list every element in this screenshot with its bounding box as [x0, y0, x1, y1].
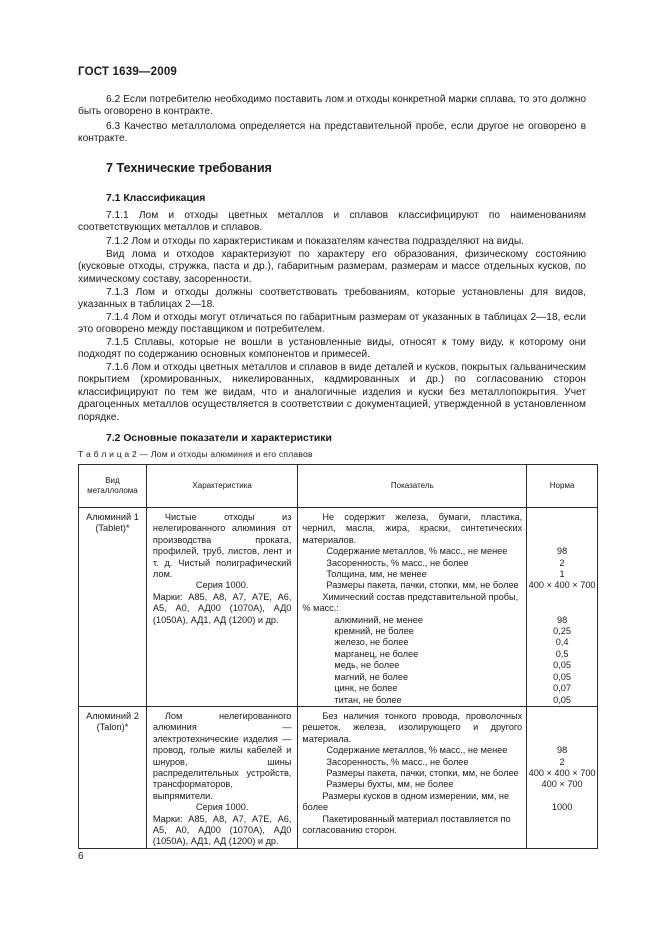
cell-kind	[79, 707, 147, 849]
indicator-label: Засоренность, % масс., не более	[326, 557, 469, 568]
norm-value: 0,4	[555, 637, 569, 648]
norm-value: 400 × 700	[541, 779, 583, 790]
norm-value: 400 × 400 × 700	[528, 768, 596, 779]
paragraph-6-3: 6.3 Качество металлолома определяется на представительной пробе, если другое не оговорено в контракте.	[78, 121, 586, 145]
indicator-label: Размеры кусков в одном измерении, мм, не более	[302, 790, 510, 813]
paragraph-7-1-1: 7.1.1 Лом и отходы цветных металлов и сплавов классифицируют по наименованиям соответствующих металлов и сплавов.	[78, 210, 586, 234]
paragraph-6-2: 6.2 Если потребителю необходимо поставить лом и отходы конкретной марки сплава, то это должно быть оговорено в контракте.	[78, 94, 586, 118]
indicator-label: Содержание металлов, % масс., не менее	[326, 745, 508, 756]
cell-kind	[79, 508, 147, 707]
table-2	[78, 464, 598, 849]
paragraph-7-1-5: 7.1.5 Сплавы, которые не вошли в установленные виды, относят к тому виду, к которому они подходят по содержанию основных компонентов и примесей.	[78, 337, 586, 361]
paragraph-kind-description: Вид лома и отходов характеризуют по характеру его образования, физическому состоянию (кусковые отходы, стружка, паста и др.), габаритным размерам, размерам и массе отдельных кусков, по химическому составу, засоренности.	[78, 249, 586, 285]
chem-label: магний, не более	[334, 671, 409, 682]
table-caption: Т а б л и ц а 2 — Лом и отходы алюминия и его сплавов	[78, 449, 313, 459]
indicator-label: Содержание металлов, % масс., не менее	[326, 546, 508, 557]
indicator-label: Размеры пакета, пачки, стопки, мм, не более	[326, 580, 519, 591]
header-norm: Норма	[527, 465, 598, 508]
subsection-7-2-title: 7.2 Основные показатели и характеристики	[106, 433, 332, 444]
indicator-label: Химический состав представительной пробы, % масс.:	[302, 591, 519, 614]
norm-value: 0,05	[553, 671, 572, 682]
indicator-label: Засоренность, % масс., не более	[326, 756, 469, 767]
cell-norms	[527, 707, 598, 849]
indicator-label: Толщина, мм, не менее	[326, 569, 427, 580]
metal-kind: Алюминий 2 (Talon)*	[86, 711, 139, 733]
chem-label: цинк, не более	[334, 683, 398, 694]
norm-value: 0,05	[553, 694, 572, 705]
chem-label: алюминий, не менее	[334, 614, 424, 625]
norm-value: 98	[556, 546, 568, 557]
norm-value: 1	[559, 569, 565, 580]
table-header-row	[79, 465, 598, 508]
table-row	[79, 508, 598, 707]
norm-value: 0,25	[553, 626, 572, 637]
header-kind: Вид металлолома	[79, 465, 147, 508]
indicator-label: Размеры бухты, мм, не более	[326, 779, 454, 790]
section-7-title: 7 Технические требования	[106, 161, 272, 175]
chem-label: марганец, не более	[334, 648, 419, 659]
norm-value: 1000	[551, 802, 573, 813]
characteristic-text: Чистые отходы из нелегированного алюминия от производства проката, профилей, труб, листов, лент и т. д. Чистый полиграфический лом.	[152, 512, 292, 580]
norm-value: 2	[559, 557, 565, 568]
page-number: 6	[78, 851, 84, 862]
paragraph-7-1-3: 7.1.3 Лом и отходы должны соответствовать требованиям, которые установлены для видов, указанных в таблицах 2—18.	[78, 287, 586, 311]
norm-value: 0,07	[553, 683, 572, 694]
chem-label: медь, не более	[334, 660, 400, 671]
norm-value: 2	[559, 756, 565, 767]
metal-kind: Алюминий 1 (Tablet)*	[86, 512, 139, 534]
chem-label: железо, не более	[334, 637, 409, 648]
paragraph-7-1-6: 7.1.6 Лом и отходы цветных металлов и сплавов в виде деталей и кусков, покрытых гальваническим покрытием (хромированных, никелированных, кадмированных и др.) по согласованию сторон классифицируют по тем же видам, что и аналогичные изделия и куски без металлопокрытия. Учет драгоценных металлов осуществляется в соответствии с документацией, утвержденной в установленном порядке.	[78, 362, 586, 423]
grades-text: Марки: А85, А8, А7, А7Е, А6, А5, А0, АД00 (1070А), АД0 (1050А), АД1, АД (1200) и др.	[152, 813, 292, 847]
grades-text: Марки: А85, А8, А7, А7Е, А6, А5, А0, АД00 (1070А), АД0 (1050А), АД1, АД (1200) и др.	[152, 591, 292, 625]
norm-value: 98	[556, 614, 568, 625]
header-indicator: Показатель	[298, 465, 527, 508]
cell-indicators	[298, 508, 527, 707]
chem-label: титан, не более	[334, 694, 402, 705]
paragraph-7-1-2: 7.1.2 Лом и отходы по характеристикам и показателям качества подразделяют на виды.	[106, 236, 524, 247]
norm-value: 0,05	[553, 660, 572, 671]
indicator-intro: Без наличия тонкого провода, проволочных решеток, железа, изолирующего и другого материала.	[302, 711, 523, 744]
subsection-7-1-title: 7.1 Классификация	[106, 193, 206, 204]
norm-value: 98	[556, 745, 568, 756]
header-characteristic: Характеристика	[146, 465, 298, 508]
indicator-label: Пакетированный материал поставляется по согласованию сторон.	[302, 813, 511, 836]
paragraph-7-1-4: 7.1.4 Лом и отходы могут отличаться по габаритным размерам от указанных в таблицах 2—18, если это оговорено между поставщиком и потребителем.	[78, 312, 586, 336]
cell-indicators	[298, 707, 527, 849]
norm-value: 400 × 400 × 700	[528, 580, 596, 591]
table-row	[79, 707, 598, 849]
chem-label: кремний, не более	[334, 626, 414, 637]
indicator-label: Размеры пакета, пачки, стопки, мм, не более	[326, 768, 519, 779]
indicator-intro: Не содержит железа, бумаги, пластика, чернил, масла, жира, краски, синтетических материалов.	[302, 512, 523, 545]
norm-value: 0,5	[555, 648, 569, 659]
cell-characteristic	[146, 508, 298, 707]
cell-norms	[527, 508, 598, 707]
document-header: ГОСТ 1639—2009	[78, 66, 178, 78]
characteristic-text: Лом нелегированного алюминия — электротехнические изделия — провод, голые жилы кабелей и шнуров, шины распределительных устройств, трансформаторов, выпрямители.	[152, 711, 292, 801]
series-text: Серия 1000.	[195, 580, 249, 591]
series-text: Серия 1000.	[195, 802, 249, 813]
cell-characteristic	[146, 707, 298, 849]
